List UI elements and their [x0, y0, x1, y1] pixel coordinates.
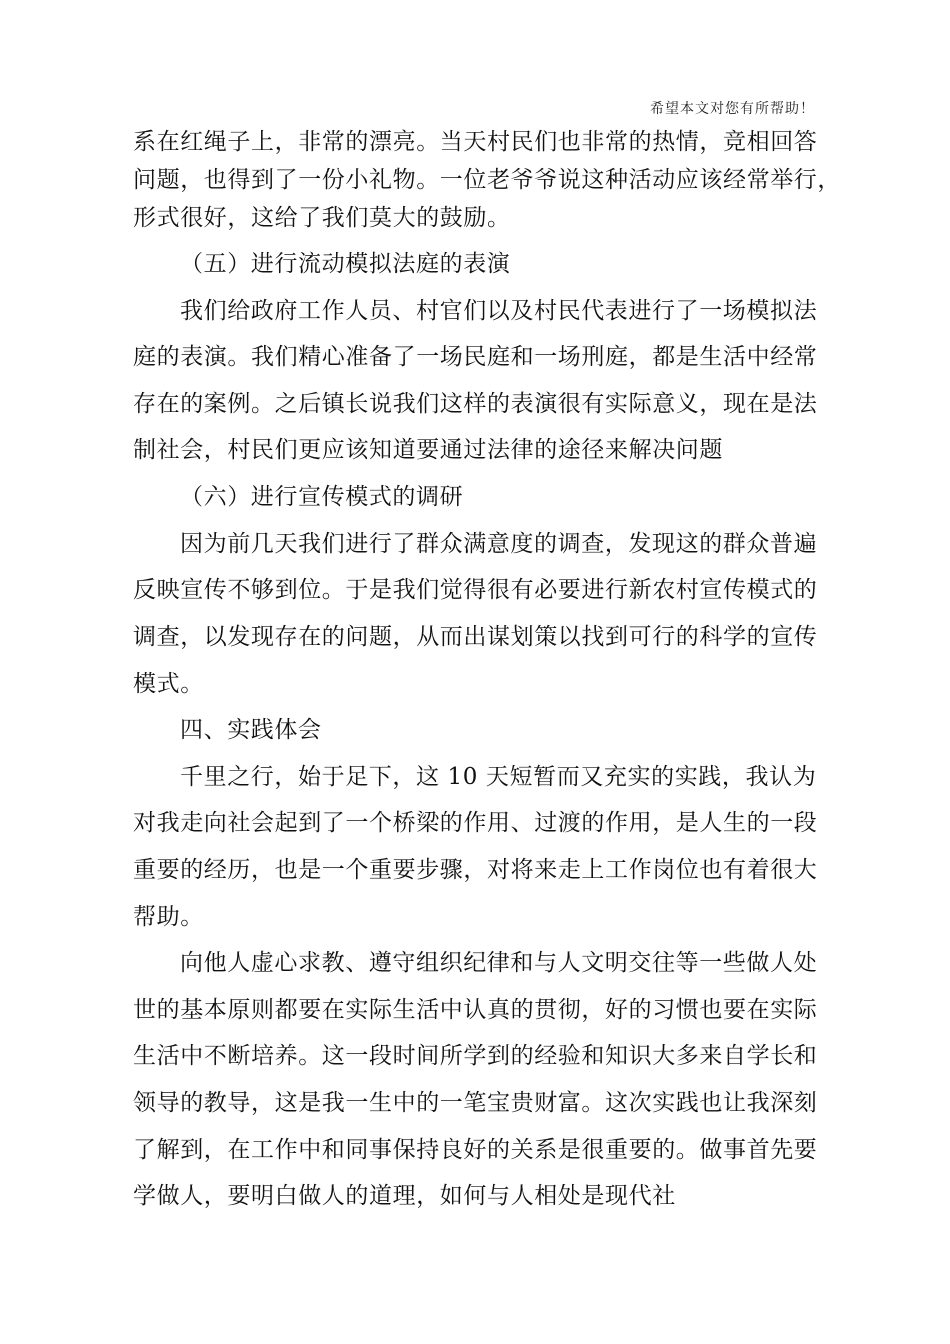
paragraph-first-line: 千里之行，始于足下，这 10 天短暂而又充实的实践，我认为 [180, 764, 817, 790]
section-heading: （六）进行宣传模式的调研 [180, 484, 464, 510]
paragraph-first-line: 向他人虚心求教、遵守组织纪律和与人文明交往等一些做人处 [180, 950, 818, 976]
text-line: 生活中不断培养。这一段时间所学到的经验和知识大多来自学长和 [133, 1043, 818, 1069]
text-line: 形式很好，这给了我们莫大的鼓励。 [133, 205, 511, 231]
section-heading: 四、实践体会 [180, 717, 322, 743]
section-heading: （五）进行流动模拟法庭的表演 [180, 251, 511, 277]
text-line: 模式。 [133, 671, 204, 697]
text-line: 存在的案例。之后镇长说我们这样的表演很有实际意义，现在是法 [133, 391, 818, 417]
text-line: 系在红绳子上，非常的漂亮。当天村民们也非常的热情，竞相回答 [133, 129, 818, 155]
header-note: 希望本文对您有所帮助！ [650, 101, 815, 117]
text-line: 对我走向社会起到了一个桥梁的作用、过渡的作用，是人生的一段 [133, 810, 818, 836]
text-line: 反映宣传不够到位。于是我们觉得很有必要进行新农村宣传模式的 [133, 577, 818, 603]
text-line: 问题，也得到了一份小礼物。一位老爷爷说这种活动应该经常举行， [133, 167, 841, 193]
text-line: 学做人，要明白做人的道理，如何与人相处是现代社 [133, 1183, 676, 1209]
text-line: 世的基本原则都要在实际生活中认真的贯彻，好的习惯也要在实际 [133, 997, 818, 1023]
text-line: 重要的经历，也是一个重要步骤，对将来走上工作岗位也有着很大 [133, 857, 818, 883]
text-line: 庭的表演。我们精心准备了一场民庭和一场刑庭，都是生活中经常 [133, 344, 818, 370]
text-line: 领导的教导，这是我一生中的一笔宝贵财富。这次实践也让我深刻 [133, 1090, 818, 1116]
text-line: 调查，以发现存在的问题，从而出谋划策以找到可行的科学的宣传 [133, 624, 818, 650]
paragraph-first-line: 我们给政府工作人员、村官们以及村民代表进行了一场模拟法 [180, 298, 818, 324]
text-line: 制社会，村民们更应该知道要通过法律的途径来解决问题 [133, 437, 723, 463]
paragraph-first-line: 因为前几天我们进行了群众满意度的调查，发现这的群众普遍 [180, 531, 818, 557]
text-line: 了解到，在工作中和同事保持良好的关系是很重要的。做事首先要 [133, 1137, 818, 1163]
text-line: 帮助。 [133, 904, 204, 930]
